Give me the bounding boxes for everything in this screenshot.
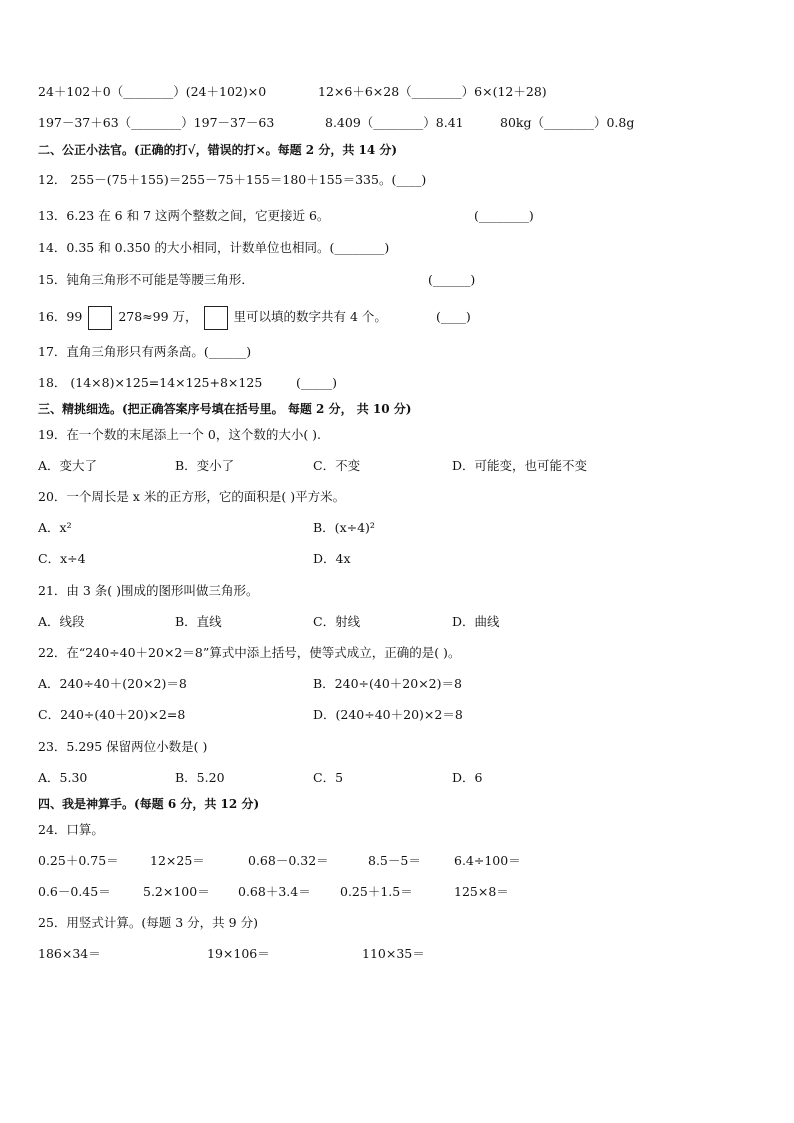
option-d[interactable]: D．可能变，也可能不变 xyxy=(452,458,588,473)
mental-math-item: 125×8＝ xyxy=(454,884,509,899)
option-a[interactable]: A．x² xyxy=(38,520,72,535)
digit-box[interactable] xyxy=(88,306,112,330)
question-18-text: 18． (14×8)×125=14×125+8×125 xyxy=(38,375,263,390)
question-17: 17．直角三角形只有两条高。(______) xyxy=(38,344,252,359)
question-16 xyxy=(38,305,471,329)
vertical-calc-item: 19×106＝ xyxy=(207,946,270,961)
option-a[interactable]: A．变大了 xyxy=(38,458,98,473)
mental-math-item: 8.5－5＝ xyxy=(368,853,421,868)
question-22: 22．在“240÷40＋20×2＝8”算式中添上括号，使等式成立，正确的是( )。 xyxy=(38,645,461,660)
option-a[interactable]: A．240÷40＋(20×2)＝8 xyxy=(38,676,187,691)
option-c[interactable]: C．射线 xyxy=(313,614,361,629)
option-c[interactable]: C．x÷4 xyxy=(38,551,86,566)
mental-math-item: 5.2×100＝ xyxy=(143,884,210,899)
answer-blank[interactable]: (_____) xyxy=(296,375,338,390)
answer-blank[interactable]: (____) xyxy=(436,309,471,324)
option-b[interactable]: B．240÷(40＋20×2)＝8 xyxy=(313,676,462,691)
section-3-header: 三、精挑细选。(把正确答案序号填在括号里。 每题 2 分， 共 10 分) xyxy=(38,402,412,416)
compare-item: 80kg（________）0.8g xyxy=(500,115,635,130)
mental-math-item: 0.6－0.45＝ xyxy=(38,884,111,899)
question-14: 14．0.35 和 0.350 的大小相同，计数单位也相同。(________) xyxy=(38,240,390,255)
question-19: 19．在一个数的末尾添上一个 0，这个数的大小( ). xyxy=(38,427,322,442)
vertical-calc-item: 110×35＝ xyxy=(362,946,425,961)
compare-item: 8.409（________）8.41 xyxy=(325,115,464,130)
question-13 xyxy=(38,208,534,224)
option-d[interactable]: D．(240÷40＋20)×2＝8 xyxy=(313,707,463,722)
question-16-lead: 16．99 xyxy=(38,309,83,324)
question-16-approx: 278≈99 万， xyxy=(118,309,198,324)
answer-blank[interactable]: (________) xyxy=(474,208,534,223)
option-b[interactable]: B．直线 xyxy=(175,614,222,629)
section-4-header: 四、我是神算手。(每题 6 分，共 12 分) xyxy=(38,797,260,811)
option-b[interactable]: B．(x÷4)² xyxy=(313,520,375,535)
option-d[interactable]: D．4x xyxy=(313,551,351,566)
question-16-tail: 里可以填的数字共有 4 个。 xyxy=(233,309,387,324)
option-a[interactable]: A．线段 xyxy=(38,614,85,629)
question-15-text: 15．钝角三角形不可能是等腰三角形． xyxy=(38,272,254,287)
mental-math-item: 6.4÷100＝ xyxy=(454,853,521,868)
question-24: 24．口算。 xyxy=(38,822,104,837)
compare-item: 197－37＋63（________）197－37－63 xyxy=(38,115,275,130)
question-12: 12． 255－(75＋155)＝255－75＋155＝180＋155＝335。(____) xyxy=(38,172,427,187)
mental-math-item: 0.25＋0.75＝ xyxy=(38,853,119,868)
mental-math-item: 0.25＋1.5＝ xyxy=(340,884,413,899)
question-20: 20．一个周长是 x 米的正方形，它的面积是( )平方米。 xyxy=(38,489,346,504)
option-c[interactable]: C．240÷(40＋20)×2=8 xyxy=(38,707,186,722)
option-b[interactable]: B．变小了 xyxy=(175,458,235,473)
compare-item: 24＋102＋0（________）(24＋102)×0 xyxy=(38,84,267,99)
option-d[interactable]: D．6 xyxy=(452,770,483,785)
mental-math-item: 0.68－0.32＝ xyxy=(248,853,329,868)
vertical-calc-item: 186×34＝ xyxy=(38,946,101,961)
option-c[interactable]: C．不变 xyxy=(313,458,361,473)
question-18 xyxy=(38,375,338,391)
option-c[interactable]: C．5 xyxy=(313,770,344,785)
question-21: 21．由 3 条( )围成的图形叫做三角形。 xyxy=(38,583,259,598)
question-15 xyxy=(38,272,476,288)
option-b[interactable]: B．5.20 xyxy=(175,770,225,785)
question-13-text: 13．6.23 在 6 和 7 这两个整数之间，它更接近 6。 xyxy=(38,208,330,223)
section-2-header: 二、公正小法官。(正确的打√，错误的打×。每题 2 分，共 14 分) xyxy=(38,143,398,157)
mental-math-item: 12×25＝ xyxy=(150,853,205,868)
question-25: 25．用竖式计算。(每题 3 分，共 9 分) xyxy=(38,915,258,930)
option-a[interactable]: A．5.30 xyxy=(38,770,88,785)
option-d[interactable]: D．曲线 xyxy=(452,614,500,629)
answer-blank[interactable]: (______) xyxy=(428,272,476,287)
mental-math-item: 0.68＋3.4＝ xyxy=(238,884,311,899)
digit-box[interactable] xyxy=(204,306,228,330)
question-23: 23．5.295 保留两位小数是( ) xyxy=(38,739,208,754)
compare-item: 12×6＋6×28（________）6×(12＋28) xyxy=(318,84,547,99)
